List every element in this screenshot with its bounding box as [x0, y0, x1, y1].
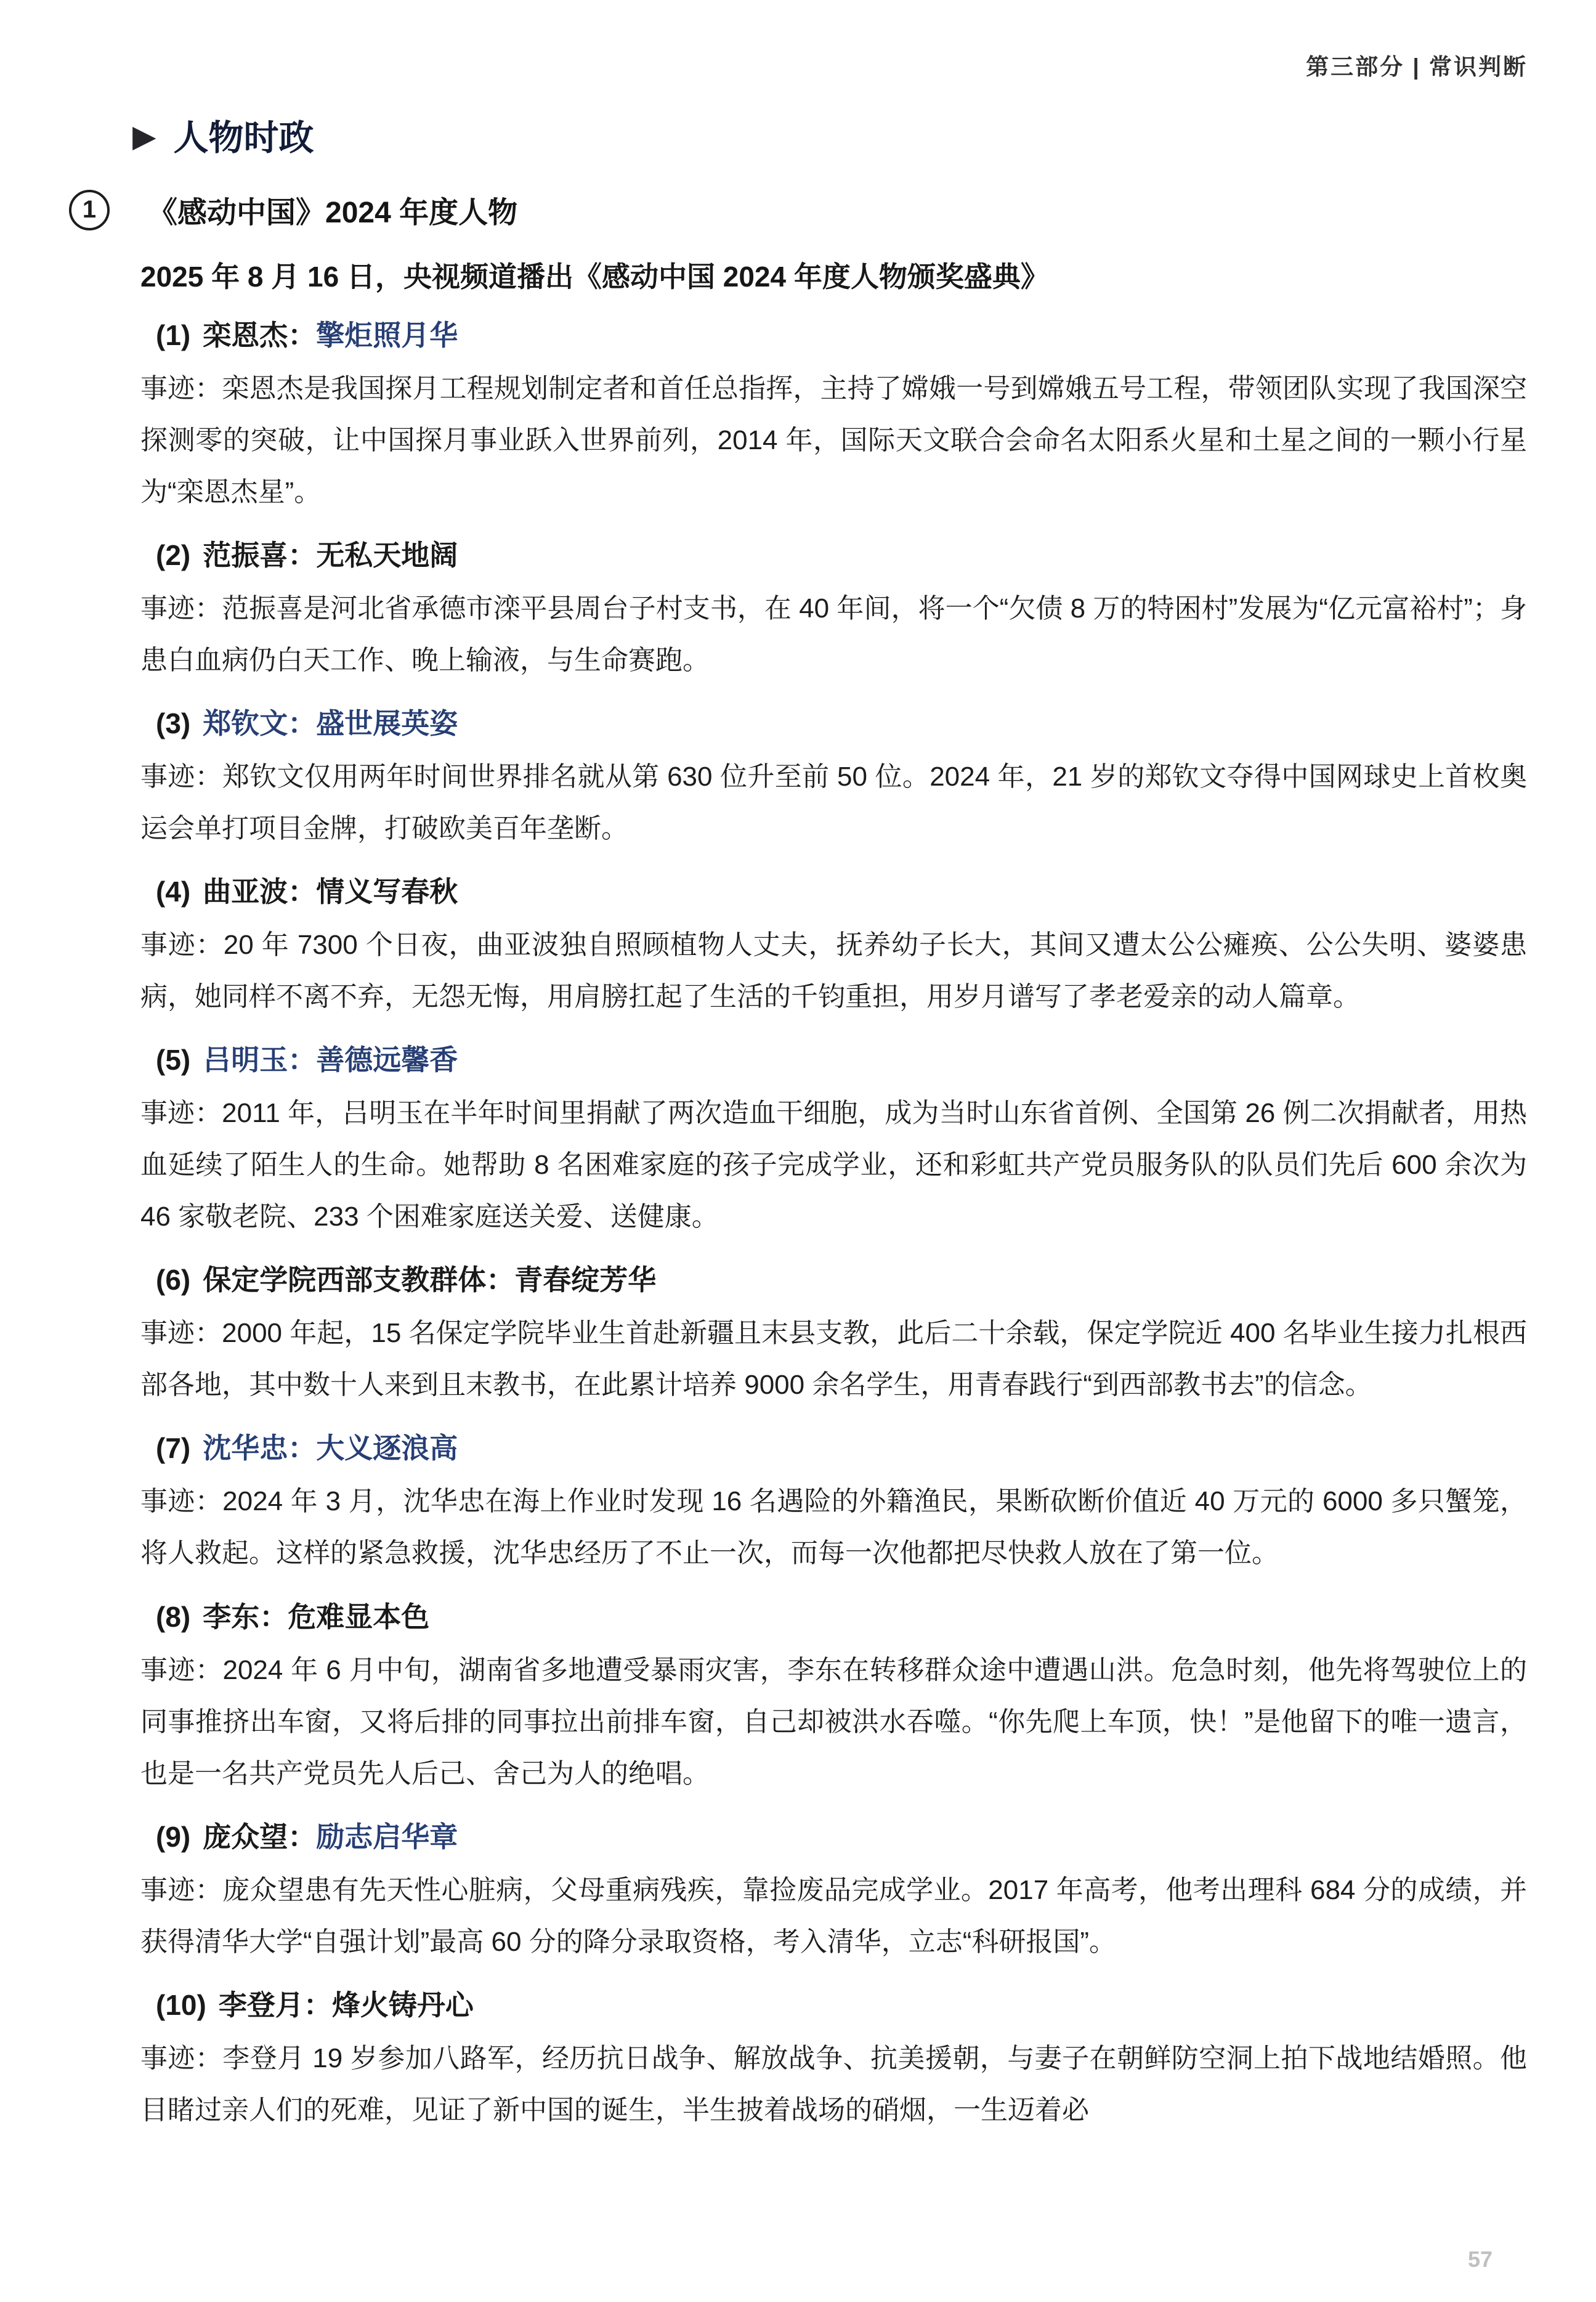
section-title-label: 人物时政 — [173, 118, 314, 158]
item-number: (1) — [156, 319, 191, 351]
page-number: 57 — [1467, 2247, 1493, 2272]
item-person-name: 范振喜： — [203, 539, 317, 572]
list-item — [0, 1984, 1596, 2136]
item-body-label: 事迹： — [140, 762, 223, 792]
item-motto: 无私天地阔 — [316, 539, 458, 572]
item-person-name: 沈华忠： — [203, 1432, 317, 1465]
item-person-name: 李东： — [203, 1600, 288, 1633]
item-body — [140, 1865, 1527, 1968]
topic-number-badge: 1 — [69, 190, 110, 230]
item-motto: 烽火铸丹心 — [331, 1988, 474, 2021]
list-item — [0, 1259, 1596, 1411]
item-number: (4) — [156, 876, 191, 908]
item-body-text: 郑钦文仅用两年时间世界排名就从第 630 位升至前 50 位。2024 年，21 岁的郑钦文夺得中国网球史上首枚奥运会单打项目金牌，打破欧美百年垄断。 — [140, 762, 1527, 844]
item-body-text: 2011 年，吕明玉在半年时间里捐献了两次造血干细胞，成为当时山东省首例、全国第 26 例二次捐献者，用热血延续了陌生人的生命。她帮助 8 名困难家庭的孩子完成学业，还和彩虹共产党员服务队的队员们先后 600 余次为 46 家敬老院、233 个困难家庭送关爱、送健康。 — [140, 1098, 1527, 1232]
item-heading — [156, 1039, 1528, 1081]
list-item — [0, 534, 1596, 686]
item-motto: 危难显本色 — [288, 1600, 430, 1633]
item-body-label: 事迹： — [140, 1486, 223, 1517]
topic-line — [69, 189, 1528, 231]
list-item — [0, 1039, 1596, 1243]
item-body-text: 2024 年 6 月中旬，湖南省多地遭受暴雨灾害，李东在转移群众途中遭遇山洪。危急时刻，他先将驾驶位上的同事推挤出车窗，又将后排的同事拉出前排车窗，自己却被洪水吞噬。“你先爬上车顶，快！”是他留下的唯一遗言，也是一名共产党员先人后己、舍己为人的绝唱。 — [140, 1654, 1527, 1789]
item-motto: 情义写春秋 — [316, 876, 458, 908]
item-heading — [156, 1427, 1528, 1470]
item-motto: 盛世展英姿 — [316, 707, 458, 740]
item-body-text: 2000 年起，15 名保定学院毕业生首赴新疆且末县支教，此后二十余载，保定学院近 400 名毕业生接力扎根西部各地，其中数十人来到且末教书，在此累计培养 9000 余名学生，用青春践行“到西部教书去”的信念。 — [140, 1318, 1527, 1401]
items-list — [0, 314, 1596, 2136]
item-person-name: 栾恩杰： — [203, 319, 317, 351]
item-body-text: 庞众望患有先天性心脏病，父母重病残疾，靠捡废品完成学业。2017 年高考，他考出理科 684 分的成绩，并获得清华大学“自强计划”最高 60 分的降分录取资格，考入清华，立志“科研报国”。 — [140, 1874, 1528, 1957]
item-number: (3) — [156, 707, 191, 740]
item-person-name: 李登月： — [218, 1988, 332, 2021]
item-body — [140, 2033, 1527, 2136]
item-motto: 青春绽芳华 — [514, 1264, 657, 1296]
item-heading — [156, 702, 1528, 745]
triangle-bullet-icon: ▶ — [132, 119, 156, 153]
item-person-name: 曲亚波： — [203, 876, 317, 908]
item-heading — [156, 314, 1528, 357]
item-body-label: 事迹： — [140, 930, 224, 961]
item-body — [140, 1308, 1527, 1411]
list-item — [0, 314, 1596, 518]
topic-title: 《感动中国》2024 年度人物 — [148, 197, 518, 229]
item-number: (2) — [156, 539, 191, 572]
item-person-name: 庞众望： — [203, 1820, 317, 1853]
item-body-text: 20 年 7300 个日夜，曲亚波独自照顾植物人丈夫，抚养幼子长大，其间又遭太公公瘫痪、公公失明、婆婆患病，她同样不离不弃，无怨无悔，用肩膀扛起了生活的千钧重担，用岁月谱写了孝老爱亲的动人篇章。 — [140, 930, 1527, 1012]
item-person-name: 保定学院西部支教群体： — [203, 1264, 515, 1296]
item-body-label: 事迹： — [140, 1098, 222, 1129]
item-body-label: 事迹： — [140, 593, 222, 624]
item-body — [140, 751, 1527, 855]
item-body — [140, 1645, 1527, 1800]
item-body — [140, 919, 1527, 1023]
list-item — [0, 1596, 1596, 1800]
item-number: (6) — [156, 1264, 191, 1296]
item-body-text: 栾恩杰是我国探月工程规划制定者和首任总指挥，主持了嫦娥一号到嫦娥五号工程，带领团队实现了我国深空探测零的突破，让中国探月事业跃入世界前列，2014 年，国际天文联合会命名太阳系火星和土星之间的一颗小行星为“栾恩杰星”。 — [140, 373, 1527, 508]
item-number: (8) — [156, 1600, 191, 1633]
item-motto: 擎炬照月华 — [316, 319, 458, 351]
item-motto: 励志启华章 — [316, 1820, 458, 1853]
topic-intro: 2025 年 8 月 16 日，央视频道播出《感动中国 2024 年度人物颁奖盛典》 — [140, 261, 1049, 293]
item-body — [140, 1476, 1527, 1579]
item-person-name: 郑钦文： — [203, 707, 317, 740]
item-body-label: 事迹： — [140, 1654, 223, 1685]
item-body — [140, 363, 1527, 518]
list-item — [0, 871, 1596, 1023]
item-body-label: 事迹： — [140, 373, 222, 404]
item-number: (10) — [156, 1988, 206, 2021]
item-number: (9) — [156, 1820, 191, 1853]
item-heading — [156, 871, 1528, 913]
item-motto: 善德远馨香 — [316, 1044, 458, 1076]
item-heading — [156, 1816, 1528, 1858]
item-body-text: 李登月 19 岁参加八路军，经历抗日战争、解放战争、抗美援朝，与妻子在朝鲜防空洞上拍下战地结婚照。他目睹过亲人们的死难，见证了新中国的诞生，半生披着战场的硝烟，一生迈着必 — [140, 2043, 1527, 2125]
item-heading — [156, 1984, 1528, 2027]
item-person-name: 吕明玉： — [203, 1044, 317, 1076]
item-body — [140, 583, 1527, 686]
item-heading — [156, 1596, 1528, 1638]
list-item — [0, 1816, 1596, 1968]
running-header: 第三部分 | 常识判断 — [1306, 54, 1528, 79]
item-body-label: 事迹： — [140, 1318, 222, 1349]
list-item — [0, 702, 1596, 855]
item-heading — [156, 1259, 1528, 1301]
item-body-label: 事迹： — [140, 2043, 223, 2073]
item-body-label: 事迹： — [140, 1874, 223, 1905]
list-item — [0, 1427, 1596, 1579]
item-body — [140, 1088, 1527, 1243]
item-body-text: 2024 年 3 月，沈华忠在海上作业时发现 16 名遇险的外籍渔民，果断砍断价值近 40 万元的 6000 多只蟹笼，将人救起。这样的紧急救援，沈华忠经历了不止一次，而每一次他都把尽快救人放在了第一位。 — [140, 1486, 1527, 1569]
item-body-text: 范振喜是河北省承德市滦平县周台子村支书，在 40 年间，将一个“欠债 8 万的特困村”发展为“亿元富裕村”；身患白血病仍白天工作、晚上输液，与生命赛跑。 — [140, 593, 1528, 676]
item-number: (5) — [156, 1044, 191, 1076]
item-motto: 大义逐浪高 — [316, 1432, 458, 1465]
item-heading — [156, 534, 1528, 577]
item-number: (7) — [156, 1432, 191, 1465]
